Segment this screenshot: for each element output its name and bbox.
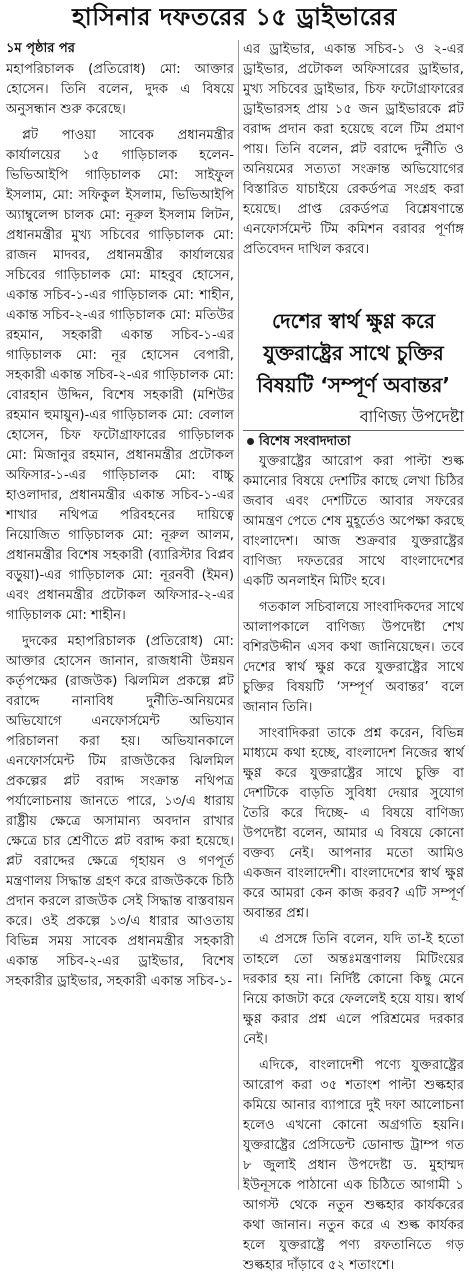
paragraph: এর ড্রাইভার, একান্ত সচিব-১ ও ২-এর ড্রাইভার, প্রটোকল অফিসারের ড্রাইভার, মুখ্য সচিবের ড্রাইভার, চিফ ফটোগ্রাফারের ড্রাইভারসহ প্রায় ১৫ জন ড্রাইভারকে প্লট বরাদ্দ প্রদান করা হয়েছে বলে টিম প্রমাণ পায়। তিনি বলেন, প্লট বরাদ্দে দুর্নীতি ও অনিয়মের সত্যতা সংক্রান্ত অভিযোগের বিস্তারিত যাচাইয়ে রেকর্ডপত্র সংগ্রহ করা হয়েছে। প্রাপ্ত রেকর্ডপত্র বিশ্লেষণান্তে এনফোর্সমেন্ট টিম কমিশন বরাবর পূর্ণাঙ্গ প্রতিবেদন দাখিল করবে।: [243, 42, 464, 257]
dateline: [243, 433, 464, 451]
paragraph: সাংবাদিকরা তাকে প্রশ্ন করেন, বিভিন্ন মাধ্যমে কথা হচ্ছে, বাংলাদেশ নিজের স্বার্থ ক্ষুণ্ণ করে যুক্তরাষ্ট্রের সাথে চুক্তি বা দেশটিকে বাড়তি সুবিধা দেয়ার সুযোগ তৈরি করে দিচ্ছে- এ বিষয়ে বাণিজ্য উপদেষ্টা বলেন, আমার এ বিষয়ে কোনো বক্তব্য নেই। আপনার মতো আমিও একজন বাংলাদেশী। বাংলাদেশের স্বার্থ ক্ষুণ্ণ করে আমরা কেন কাজ করব? এটি সম্পূর্ণ অবান্তর প্রশ্ন।: [243, 726, 464, 921]
dateline-text: বিশেষ সংবাদদাতা: [259, 434, 351, 449]
story-headline-line: যুক্তরাষ্ট্রের সাথে চুক্তির: [263, 341, 444, 365]
story-byline: বাণিজ্য উপদেষ্টা: [359, 407, 464, 426]
paragraph: গতকাল সচিবালয়ে সাংবাদিকদের সাথে আলাপকালে বাণিজ্য উপদেষ্টা শেখ বশিরউদ্দীন এসব কথা জানিয়েছেন। তবে দেশের স্বার্থ ক্ষুণ্ণ করে যুক্তরাষ্ট্রের সাথে চুক্তির বিষয়টি ‘সম্পূর্ণ অবান্তর’ বলে জানান তিনি।: [243, 600, 464, 715]
story-headline-line: দেশের স্বার্থ ক্ষুণ্ণ করে: [272, 309, 435, 333]
column-divider: [238, 40, 239, 1190]
paragraph: মহাপরিচালক (প্রতিরোধ) মো: আক্তার হোসেন। তিনি বলেন, দুদক এ বিষয়ে অনুসন্ধান শুরু করেছে।: [6, 62, 234, 117]
article-headline: হাসিনার দফতরের ১৫ ড্রাইভারের: [72, 3, 397, 31]
continued-label: ১ম পৃষ্ঠার পর: [6, 41, 75, 56]
story-headline: [243, 305, 464, 401]
story-body: [243, 452, 464, 1273]
left-column: [6, 40, 234, 1190]
right-column-continuation: [243, 40, 464, 298]
story-headline-line: বিষয়টি ‘সম্পূর্ণ অবান্তর’: [257, 373, 450, 397]
byline-rule: [243, 430, 464, 431]
paragraph: দুদকের মহাপরিচালক (প্রতিরোধ) মো: আক্তার হোসেন জানান, রাজধানী উন্নয়ন কর্তৃপক্ষের (রাজউক) ঝিলমিল প্রকল্পে প্লট বরাদ্দে নানাবিধ দুর্নীতি-অনিয়মের অভিযোগে এনফোর্সমেন্ট অভিযান পরিচালনা করা হয়। অভিযানকালে এনফোর্সমেন্ট টিম রাজউকের ঝিলমিল প্রকল্পের প্লট বরাদ্দ সংক্রান্ত নথিপত্র পর্যালোচনায় জানতে পারে, ১৩/এ ধারায় রাষ্ট্রীয় ক্ষেত্রে অসামান্য অবদান রাখার ক্ষেত্রে চার শ্রেণীতে প্লট বরাদ্দ করা হয়েছে। প্লট বরাদ্দের ক্ষেত্রে গৃহায়ন ও গণপূর্ত মন্ত্রণালয় সিদ্ধান্ত গ্রহণ করে রাজউককে চিঠি প্রদান করলে রাজউক সেই সিদ্ধান্ত বাস্তবায়ন করে। ওই প্রকল্পে ১৩/এ ধারার আওতায় বিভিন্ন সময় সাবেক প্রধানমন্ত্রীর সহকারী একান্ত সচিব-২-এর ড্রাইভার, বিশেষ সহকারীর ড্রাইভার, সহকারী একান্ত সচিব-১-: [6, 634, 234, 989]
paragraph: এ প্রসঙ্গে তিনি বলেন, যদি তা-ই হতো তাহলে তো অন্তঃমন্ত্রণালয় মিটিংয়ের দরকার হয় না। নির্দিষ্ট কোনো কিছু মেনে নিয়ে কাজটা করে ফেললেই হয়ে যায়। স্বার্থ ক্ষুণ্ণ করার প্রশ্ন এলে পরিশ্রমের দরকার নেই।: [243, 932, 464, 1047]
paragraph: প্লট পাওয়া সাবেক প্রধানমন্ত্রীর কার্যালয়ের ১৫ গাড়িচালক হলেন- ভিভিআইপি গাড়িচালক মো: সাইফুল ইসলাম, মো: সফিকুল ইসলাম, ভিভিআইপি অ্যাম্বুলেন্স চালক মো: নূরুল ইসলাম লিটন, প্রধানমন্ত্রীর মুখ্য সচিবের গাড়িচালক মো: রাজন মাদবর, প্রধানমন্ত্রীর কার্যালয়ের সচিবের গাড়িচালক মো: মাহবুব হোসেন, একান্ত সচিব-১-এর গাড়িচালক মো: শাহীন, একান্ত সচিব-২-এর গাড়িচালক মো: মতিউর রহমান, সহকারী একান্ত সচিব-১-এর গাড়িচালক মো: নূর হোসেন বেপারী, সহকারী একান্ত সচিব-২-এর গাড়িচালক মো: বোরহান উদ্দিন, বিশেষ সহকারী (মশিউর রহমান হুমায়ুন)-এর গাড়িচালক মো: বেলাল হোসেন, চিফ ফটোগ্রাফারের গাড়িচালক মো: মিজানুর রহমান, প্রধানমন্ত্রীর প্রটোকল অফিসার-১-এর গাড়িচালক মো: বাচ্চু হাওলাদার, প্রধানমন্ত্রীর একান্ত সচিব-১-এর শাখার নথিপত্র পরিবহনের দায়িত্বে নিয়োজিত গাড়িচালক মো: নূরুল আলম, প্রধানমন্ত্রীর বিশেষ সহকারী (ব্যারিস্টার বিপ্লব বড়ুয়া)-এর গাড়িচালক মো: নূরনবী (ইমন) এবং প্রধানমন্ত্রীর প্রটোকল অফিসার-২-এর গাড়িচালক মো: শাহীন।: [6, 128, 234, 623]
paragraph: এদিকে, বাংলাদেশী পণ্যে যুক্তরাষ্ট্রের আরোপ করা ৩৫ শতাংশ পাল্টা শুল্কহার কমিয়ে আনার ব্যাপারে দুই দফা আলোচনা হলেও এখনো কোনো অগ্রগতি হয়নি। যুক্তরাষ্ট্রের প্রেসিডেন্ট ডোনাল্ড ট্রাম্প গত ৮ জুলাই প্রধান উপদেষ্টা ড. মুহাম্মদ ইউনূসকে পাঠানো এক চিঠিতে আগামী ১ আগস্ট থেকে নতুন শুল্কহার কার্যকরের কথা জানান। নতুন করে এ শুল্ক কার্যকর হলে যুক্তরাষ্ট্রে পণ্য রফতানিতে গড় শুল্কহার দাঁড়াবে ৫২ শতাংশে।: [243, 1058, 464, 1273]
paragraph: যুক্তরাষ্ট্রের আরোপ করা পাল্টা শুল্ক কমানোর বিষয়ে দেশটির কাছে লেখা চিঠির জবাব এবং দেশটিতে আবার সফরের আমন্ত্রণ পেতে শেষ মুহূর্তেও অপেক্ষা করছে বাংলাদেশ। আজ শুক্রবার যুক্তরাষ্ট্রের বাণিজ্য দফতরের সাথে বাংলাদেশের একটি অনলাইন মিটিং হবে।: [243, 454, 464, 589]
bullet-icon: [247, 438, 254, 445]
